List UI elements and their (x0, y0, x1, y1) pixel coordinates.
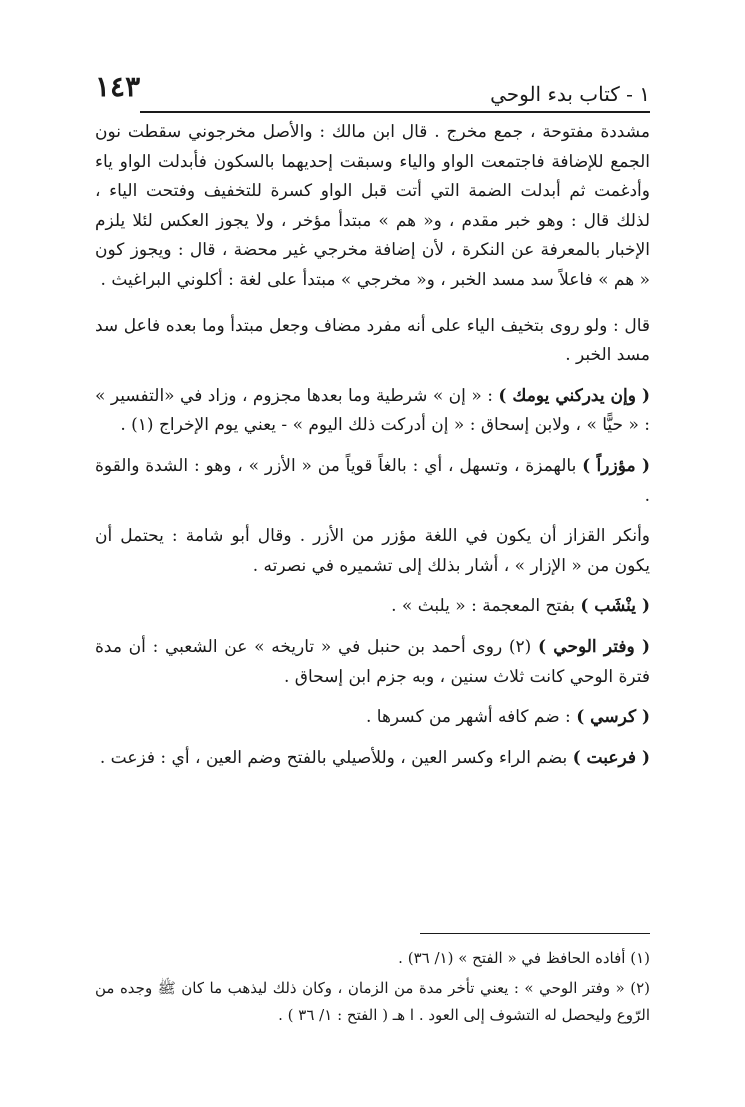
main-text (95, 118, 650, 784)
paragraph (95, 744, 650, 774)
keyword: ( فرعبت ) (572, 747, 650, 768)
footnote-ref: (١) (131, 415, 154, 436)
header-rule (140, 111, 650, 113)
paragraph-text: بضم الراء وكسر العين ، وللأصيلي بالفتح وضم العين ، أي : فزعت . (99, 747, 573, 768)
paragraph-text: : ضم كافه أشهر من كسرها . (365, 707, 577, 728)
page-header (95, 68, 650, 112)
keyword: ( كرسي ) (576, 707, 650, 728)
paragraph-text: بفتح المعجمة : « يلبث » . (391, 596, 581, 617)
keyword: ( وإن يدركني يومك ) (498, 385, 650, 406)
footnote-rule (420, 933, 650, 934)
paragraph (95, 703, 650, 733)
footnote: (١) أفاده الحافظ في « الفتح » (١/ ٣٦) . (398, 949, 650, 967)
paragraph-text: : « إن » شرطية وما بعدها مجزوم ، وزاد في «التفسير » : « حيًّا » ، ولابن إسحاق : « إن أدركت ذلك اليوم » - يعني يوم الإخراج (95, 385, 650, 436)
paragraph: وأنكر القزاز أن يكون في اللغة مؤزر من الأزر . وقال أبو شامة : يحتمل أن يكون من « الإزار » ، أشار بذلك إلى تشميره في نصرته . (95, 526, 650, 576)
keyword: ( وفتر الوحي ) (538, 636, 650, 657)
paragraph (95, 382, 650, 441)
footnote: (٢) « وفتر الوحي » : يعني تأخر مدة من الزمان ، وكان ذلك ليذهب ما كان ﷺ وجده من الرّوع وليحصل له التشوف إلى العود . ا هـ ( الفتح : ١/ ٣٦ ) . (95, 979, 650, 1024)
paragraph-text: بالهمزة ، وتسهل ، أي : بالغاً قوياً من « الأزر » ، وهو : الشدة والقوة . (95, 455, 650, 506)
paragraph-end: . (120, 415, 132, 436)
footnote-ref: (٢) (502, 636, 539, 657)
paragraph-text: روى أحمد بن حنبل في « تاريخه » عن الشعبي : أن مدة فترة الوحي كانت ثلاث سنين ، وبه جزم ابن إسحاق . (95, 636, 650, 687)
paragraph (95, 633, 650, 692)
paragraph: مشددة مفتوحة ، جمع مخرج . قال ابن مالك : والأصل مخرجوني سقطت نون الجمع للإضافة فاجتمعت الواو والياء وسبقت إحديهما بالسكون فأبدلت الواو ياء وأدغمت ثم أبدلت الضمة التي أتت قبل الواو كسرة للتخفيف وفتحت الياء ، لذلك قال : وهو خبر مقدم ، و« هم » مبتدأ مؤخر ، ولا يجوز العكس لئلا يلزم الإخبار بالمعرفة عن النكرة ، لأن إضافة مخرجي غير محضة ، قال : ويجوز كون « هم » فاعلاً سد مسد الخبر ، و« مخرجي » مبتدأ على لغة : أكلوني البراغيث . (95, 122, 650, 290)
paragraph: قال : ولو روى بتخيف الياء على أنه مفرد مضاف وجعل مبتدأ وما بعده فاعل سد مسد الخبر . (95, 315, 650, 366)
footnotes (95, 945, 650, 1032)
chapter-title: ١ - كتاب بدء الوحي (490, 82, 650, 106)
keyword: ( مؤزراً ) (582, 455, 650, 476)
paragraph (95, 452, 650, 511)
paragraph (95, 592, 650, 622)
keyword: ( ينْشَب ) (580, 596, 650, 617)
page-number: ١٤٣ (95, 70, 141, 103)
